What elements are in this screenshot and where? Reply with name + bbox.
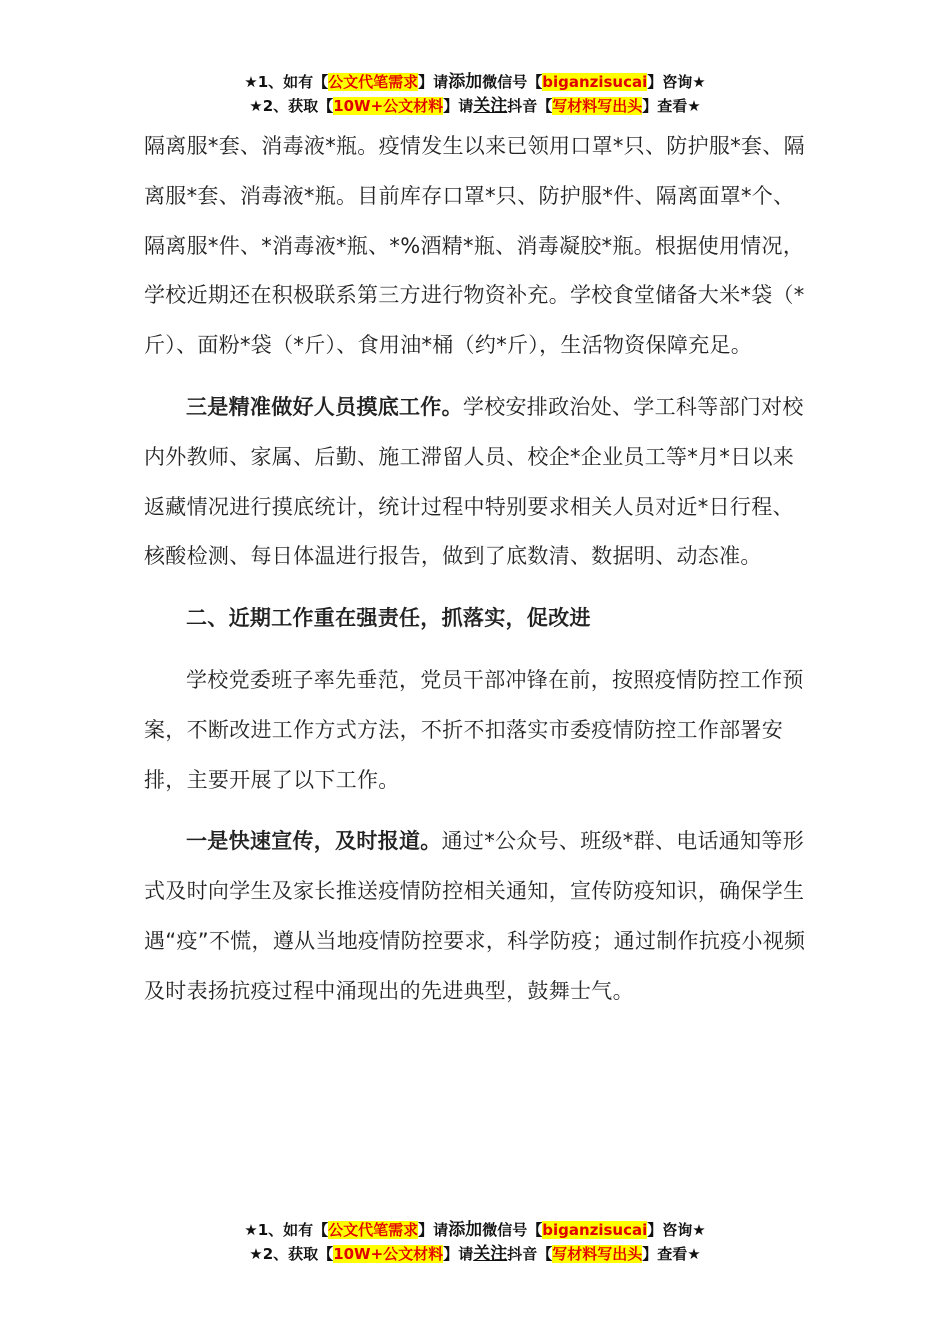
banner-text: 微信号【 — [482, 1221, 543, 1239]
douyin-id-highlight: 写材料写出头 — [552, 1245, 643, 1263]
banner-text: 】请 — [443, 97, 474, 115]
paragraph-supplies: 隔离服*套、消毒液*瓶。疫情发生以来已领用口罩*只、防护服*套、隔离服*套、消毒液*瓶。目前库存口罩*只、防护服*件、隔离面罩*个、隔离服*件、*消毒液*瓶、*%酒精*瓶、消毒凝胶*瓶。根据使用情况，学校近期还在积极联系第三方进行物资补充。学校食堂储备大米*袋（*斤）、面粉*袋（*斤）、食用油*桶（约*斤），生活物资保障充足。 — [144, 134, 805, 358]
banner-text: 微信号【 — [482, 73, 543, 91]
banner-text: 】请 — [418, 1221, 449, 1239]
paragraph-publicity — [144, 817, 814, 1016]
emphasis-text: 关注 — [473, 96, 508, 116]
paragraph-lead: 三是精准做好人员摸底工作。 — [186, 394, 463, 419]
paragraph-lead: 一是快速宣传，及时报道。 — [186, 829, 442, 854]
banner-line-2 — [0, 94, 950, 118]
highlight-label: 公文代笔需求 — [328, 1221, 419, 1239]
banner-text: 】请 — [443, 1245, 474, 1263]
paragraph-text: 通过*公众号、班级*群、电话通知等形式及时向学生及家长推送疫情防控相关通知，宣传防疫知识，确保学生遇“疫”不慌，遵从当地疫情防控要求，科学防疫；通过制作抗疫小视频及时表扬抗疫过程中涌现出的先进典型，鼓舞士气。 — [144, 829, 806, 1003]
banner-line-1 — [0, 1218, 950, 1242]
highlight-label: 10W+公文材料 — [333, 97, 444, 115]
top-banner — [0, 70, 950, 118]
paragraph-text: 学校安排政治处、学工科等部门对校内外教师、家属、后勤、施工滞留人员、校企*企业员工等*月*日以来返藏情况进行摸底统计，统计过程中特别要求相关人员对近*日行程、核酸检测、每日体温进行报告，做到了底数清、数据明、动态准。 — [144, 394, 804, 569]
banner-text: 抖音【 — [507, 97, 553, 115]
banner-text: 】咨询★ — [647, 73, 706, 91]
banner-text: 】查看★ — [642, 1245, 701, 1263]
bottom-banner — [0, 1218, 950, 1266]
wechat-id-highlight: biganzisucai — [542, 1221, 648, 1239]
banner-line-1 — [0, 70, 950, 94]
banner-text: ★2、获取【 — [249, 97, 334, 115]
section-heading: 二、近期工作重在强责任，抓落实，促改进 — [186, 606, 591, 631]
emphasis-text: 关注 — [473, 1244, 508, 1264]
banner-text: ★1、如有【 — [244, 1221, 329, 1239]
highlight-label: 10W+公文材料 — [333, 1245, 444, 1263]
banner-text: 】查看★ — [642, 97, 701, 115]
emphasis-text: 添加 — [448, 1220, 483, 1240]
banner-text: 】请 — [418, 73, 449, 91]
emphasis-text: 添加 — [448, 72, 483, 92]
douyin-id-highlight: 写材料写出头 — [552, 97, 643, 115]
banner-text: 】咨询★ — [647, 1221, 706, 1239]
highlight-label: 公文代笔需求 — [328, 73, 419, 91]
banner-text: ★1、如有【 — [244, 73, 329, 91]
paragraph-intro: 学校党委班子率先垂范，党员干部冲锋在前，按照疫情防控工作预案，不断改进工作方式方法，不折不扣落实市委疫情防控工作部署安排，主要开展了以下工作。 — [144, 667, 804, 792]
wechat-id-highlight: biganzisucai — [542, 73, 648, 91]
banner-text: 抖音【 — [507, 1245, 553, 1263]
banner-text: ★2、获取【 — [249, 1245, 334, 1263]
document-body — [144, 122, 814, 1017]
banner-line-2 — [0, 1242, 950, 1266]
paragraph-personnel — [144, 383, 814, 582]
